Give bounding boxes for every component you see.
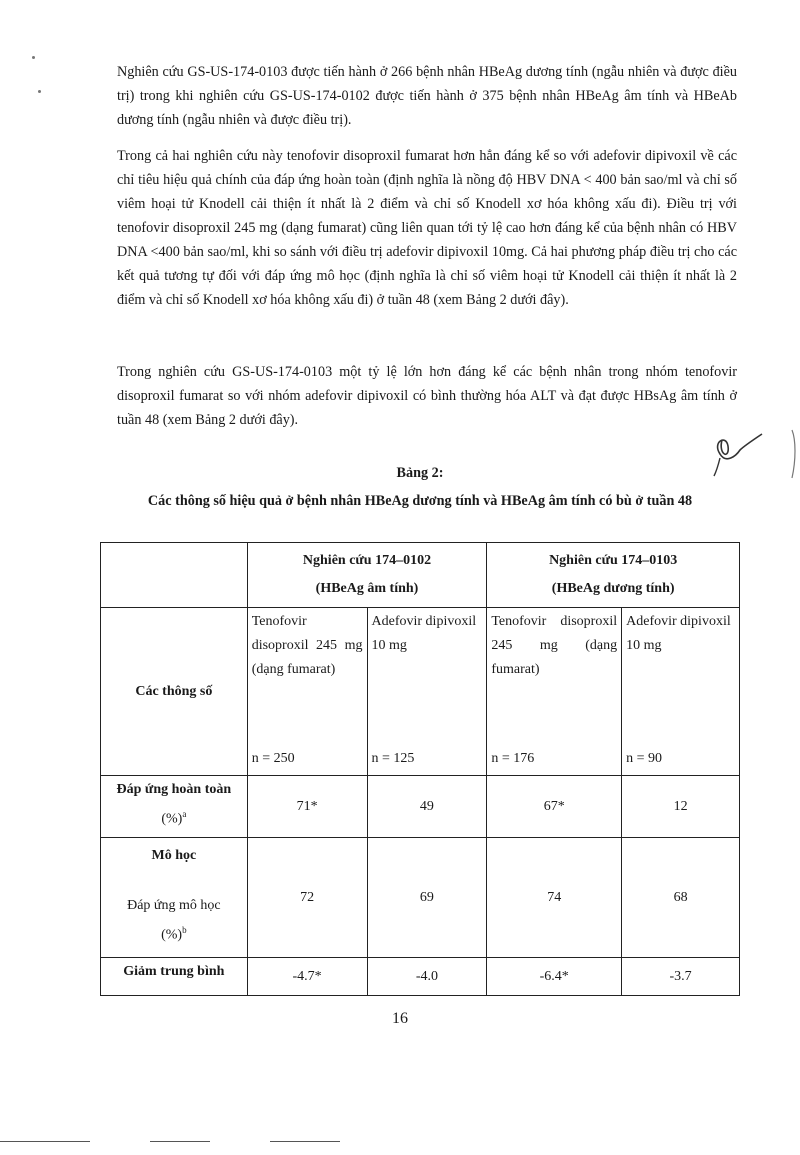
table-row-histology (101, 838, 740, 958)
scan-artifact-line (150, 1141, 210, 1142)
row-label: Đáp ứng mô học (127, 898, 221, 913)
study-0102-header (247, 543, 487, 608)
footnote-marker: a (182, 809, 187, 819)
arm-label: Tenofovir disoproxil 245 mg (dạng fumarat) (491, 614, 618, 677)
arm-label: Tenofovir disoproxil 245 mg (dạng fumarat) (251, 614, 363, 677)
scan-speck (32, 56, 35, 59)
value-cell: -4.0 (367, 958, 487, 996)
value-cell: -3.7 (622, 958, 740, 996)
efficacy-paragraph: Trong cả hai nghiên cứu này tenofovir disoproxil fumarat hơn hẳn đáng kể so với adefovir dipivoxil về các chỉ tiêu hiệu quả chính của đáp ứng hoàn toàn (định nghĩa là nồng độ HBV DNA < 400 bản sao/ml và chỉ số viêm hoại tử Knodell cải thiện ít nhất là 2 điểm và chỉ số Knodell xơ hóa không xấu đi). Điều trị với tenofovir disoproxil 245 mg (dạng fumarat) cũng liên quan tới tỷ lệ cao hơn đáng kể của bệnh nhân có HBV DNA <400 bản sao/ml, khi so sánh với điều trị adefovir dipivoxil 10mg. Cả hai phương pháp điều trị cho các kết quả tương tự đối với đáp ứng mô học (định nghĩa là chỉ số viêm hoại tử Knodell cải thiện ít nhất là 2 điểm và chỉ số Knodell xơ hóa không xấu đi) ở tuần 48 (xem Bảng 2 dưới đây). (117, 148, 737, 308)
empty-corner-cell (101, 543, 248, 608)
table-row-median-reduction (101, 958, 740, 996)
table-label: Bảng 2: (396, 465, 444, 481)
param-header-cell (101, 608, 248, 776)
study-name: Nghiên cứu 174–0103 (549, 553, 678, 568)
row-heading: Mô học (151, 848, 197, 863)
arm-header-cell (487, 608, 622, 776)
arm-n: n = 176 (491, 751, 535, 766)
table-header-row-studies (101, 543, 740, 608)
row-label: Đáp ứng hoàn toàn (116, 782, 232, 797)
scan-artifact-line (0, 1141, 90, 1142)
arm-header-cell (247, 608, 367, 776)
table-row-complete-response (101, 776, 740, 838)
row-label: Giảm trung bình (123, 964, 225, 979)
efficacy-table (100, 542, 740, 996)
value-cell: 49 (367, 776, 487, 838)
study-population: (HBeAg âm tính) (315, 581, 419, 596)
value-cell: 71* (247, 776, 367, 838)
footnote-marker: b (182, 925, 187, 935)
arm-n: n = 250 (251, 751, 295, 766)
value-cell: -6.4* (487, 958, 622, 996)
value-cell: 68 (622, 838, 740, 958)
row-unit-wrap (105, 918, 243, 948)
value-cell: -4.7* (247, 958, 367, 996)
row-label-cell (101, 838, 248, 958)
value-cell: 69 (367, 838, 487, 958)
arm-n: n = 125 (371, 751, 415, 766)
alt-paragraph: Trong nghiên cứu GS-US-174-0103 một tỷ lệ lớn hơn đáng kể các bệnh nhân trong nhóm tenofovir disoproxil fumarat so với nhóm adefovir dipivoxil có bình thường hóa ALT và đạt được HBsAg âm tính ở tuần 48 (xem Bảng 2 dưới đây). (117, 364, 737, 428)
arm-n: n = 90 (626, 751, 663, 766)
study-population: (HBeAg dương tính) (551, 581, 675, 596)
value-cell: 74 (487, 838, 622, 958)
page-number: 16 (392, 1010, 408, 1027)
intro-paragraph: Nghiên cứu GS-US-174-0103 được tiến hành ở 266 bệnh nhân HBeAg dương tính (ngẫu nhiên và được điều trị) trong khi nghiên cứu GS-US-174-0102 được tiến hành ở 375 bệnh nhân HBeAg âm tính và HBeAb dương tính (ngẫu nhiên và được điều trị). (117, 64, 737, 128)
table-header-row-arms (101, 608, 740, 776)
scan-speck (38, 90, 41, 93)
row-unit: (%) (161, 927, 183, 943)
arm-label: Adefovir dipivoxil 10 mg (371, 614, 477, 653)
study-0103-header (487, 543, 740, 608)
arm-header-cell (367, 608, 487, 776)
row-label-cell (101, 776, 248, 838)
row-unit-wrap (105, 802, 243, 832)
row-label-cell (101, 958, 248, 996)
value-cell: 12 (622, 776, 740, 838)
row-unit: (%) (161, 811, 183, 827)
scan-artifact-line (270, 1141, 340, 1142)
param-header: Các thông số (135, 683, 213, 699)
study-name: Nghiên cứu 174–0102 (302, 553, 432, 568)
value-cell: 67* (487, 776, 622, 838)
table-title: Các thông số hiệu quả ở bệnh nhân HBeAg dương tính và HBeAg âm tính có bù ở tuần 48 (147, 493, 693, 509)
arm-label: Adefovir dipivoxil 10 mg (626, 614, 731, 653)
value-cell: 72 (247, 838, 367, 958)
arm-header-cell (622, 608, 740, 776)
